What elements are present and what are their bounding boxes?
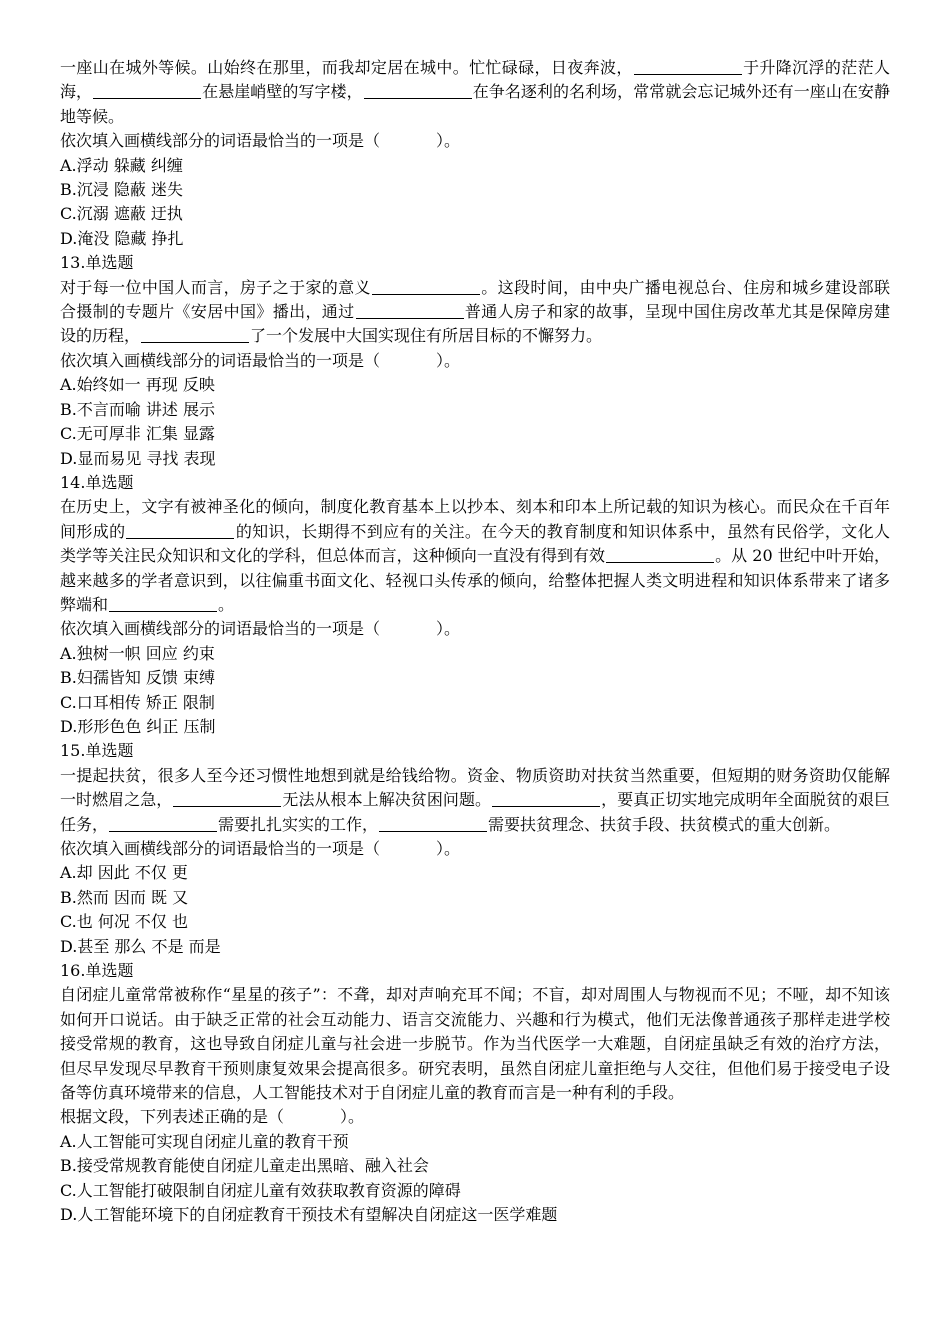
q15-option-c: C.也 何况 不仅 也	[60, 912, 189, 932]
q16-option-c: C.人工智能打破限制自闭症儿童有效获取教育资源的障碍	[60, 1180, 461, 1200]
q12-text-3: 在悬崖峭壁的写字楼，	[202, 82, 363, 102]
q12-option-b: B.沉浸 隐蔽 迷失	[60, 180, 184, 200]
q16-option-d: D.人工智能环境下的自闭症教育干预技术有望解决自闭症这一医学难题	[60, 1205, 558, 1225]
q15-blank-2	[492, 790, 600, 807]
q12-text-1: 一座山在城外等候。山始终在那里，而我却定居在城中。忙忙碌碌，日夜奔波，	[60, 58, 633, 77]
q16-option-a: A.人工智能可实现自闭症儿童的教育干预	[60, 1131, 349, 1151]
q14-option-a: A.独树一帜 回应 约束	[60, 643, 215, 663]
q15-header: 15.单选题	[60, 741, 134, 761]
q14-blank-1	[126, 522, 234, 539]
q12-blank-3	[364, 82, 472, 99]
q12-option-d: D.淹没 隐藏 挣扎	[60, 228, 184, 248]
q16-option-b: B.接受常规教育能使自闭症儿童走出黑暗、融入社会	[60, 1156, 429, 1176]
q13-blank-1	[372, 278, 480, 295]
q14-passage: 在历史上，文字有被神圣化的倾向，制度化教育基本上以抄本、刻本和印本上所记载的知识为核心。而民众在千百年间形成的 的知识，长期得不到应有的关注。在今天的教育制度和知识体系中，虽然有民俗学，文化人类学等关注民众知识和文化的学科，但总体而言，这种倾向一直没有得到有效 。从 20 世纪中叶开始，越来越多的学者意识到，以往偏重书面文化、轻视口头传承的倾向，给整体把握人类文明进程和知识体系带来了诸多弊端和 。	[60, 497, 890, 614]
q12-option-a: A.浮动 躲藏 纠缠	[60, 155, 183, 175]
q12-text-4: 在争名逐利的名利场，常常就会忘记城外还有一座山在安静地等候。	[60, 82, 890, 126]
q15-prompt: 依次填入画横线部分的词语最恰当的一项是（ ）。	[60, 839, 461, 858]
q16-passage: 自闭症儿童常常被称作“星星的孩子”：不聋，却对声响充耳不闻；不盲，却对周围人与物视而不见；不哑，却不知该如何开口说话。由于缺乏正常的社会互动能力、语言交流能力、兴趣和行为模式，他们无法像普通孩子那样走进学校接受常规的教育，这也导致自闭症儿童与社会进一步脱节。作为当代医学一大难题，自闭症虽缺乏有效的治疗方法，但尽早发现尽早教育干预则康复效果会提高很多。研究表明，虽然自闭症儿童拒绝与人交往，但他们易于接受电子设备等仿真环境带来的信息，人工智能技术对于自闭症儿童的教育而言是一种有利的手段。	[60, 985, 890, 1103]
q13-option-d: D.显而易见 寻找 表现	[60, 448, 216, 468]
q13-option-a: A.始终如一 再现 反映	[60, 375, 215, 395]
q15-option-d: D.甚至 那么 不是 而是	[60, 936, 221, 956]
q13-blank-3	[141, 326, 249, 343]
q15-blank-1	[173, 790, 281, 807]
q15-passage: 一提起扶贫，很多人至今还习惯性地想到就是给钱给物。资金、物质资助对扶贫当然重要，但短期的财务资助仅能解一时燃眉之急， 无法从根本上解决贫困问题。 ，要真正切实地完成明年全面脱贫的艰巨任务， 需要扎扎实实的工作， 需要扶贫理念、扶贫手段、扶贫模式的重大创新。	[60, 765, 890, 834]
q13-blank-2	[356, 302, 464, 319]
q14-blank-3	[109, 595, 217, 612]
document-page	[60, 56, 890, 1228]
q12-option-c: C.沉溺 遮蔽 迂执	[60, 204, 183, 224]
q12-prompt: 依次填入画横线部分的词语最恰当的一项是（ ）。	[60, 131, 461, 151]
q14-option-c: C.口耳相传 矫正 限制	[60, 692, 215, 712]
q15-option-b: B.然而 因而 既 又	[60, 887, 189, 907]
q16-prompt: 根据文段，下列表述正确的是（ ）。	[60, 1107, 365, 1127]
q12-passage	[60, 56, 890, 129]
q15-blank-4	[379, 815, 487, 832]
q13-option-c: C.无可厚非 汇集 显露	[60, 424, 215, 444]
q13-header: 13.单选题	[60, 253, 134, 273]
q14-option-b: B.妇孺皆知 反馈 束缚	[60, 668, 216, 688]
q13-option-b: B.不言而喻 讲述 展示	[60, 399, 216, 419]
q13-passage: 对于每一位中国人而言，房子之于家的意义 。这段时间，由中央广播电视总台、住房和城乡建设部联合摄制的专题片《安居中国》播出，通过 普通人房子和家的故事，呈现中国住房改革尤其是保障房建设的历程， 了一个发展中大国实现住有所居目标的不懈努力。	[60, 277, 890, 346]
q12-blank-1	[634, 58, 742, 75]
q15-option-a: A.却 因此 不仅 更	[60, 863, 188, 883]
q14-header: 14.单选题	[60, 472, 134, 492]
q14-option-d: D.形形色色 纠正 压制	[60, 716, 216, 736]
q16-header: 16.单选题	[60, 961, 134, 981]
q14-prompt: 依次填入画横线部分的词语最恰当的一项是（ ）。	[60, 619, 461, 639]
q12-blank-2	[93, 82, 201, 99]
q12-text-2: 于升降沉浮的茫茫人海，	[60, 58, 890, 102]
q15-blank-3	[109, 815, 217, 832]
q13-prompt: 依次填入画横线部分的词语最恰当的一项是（ ）。	[60, 350, 461, 370]
q14-blank-2	[606, 546, 714, 563]
